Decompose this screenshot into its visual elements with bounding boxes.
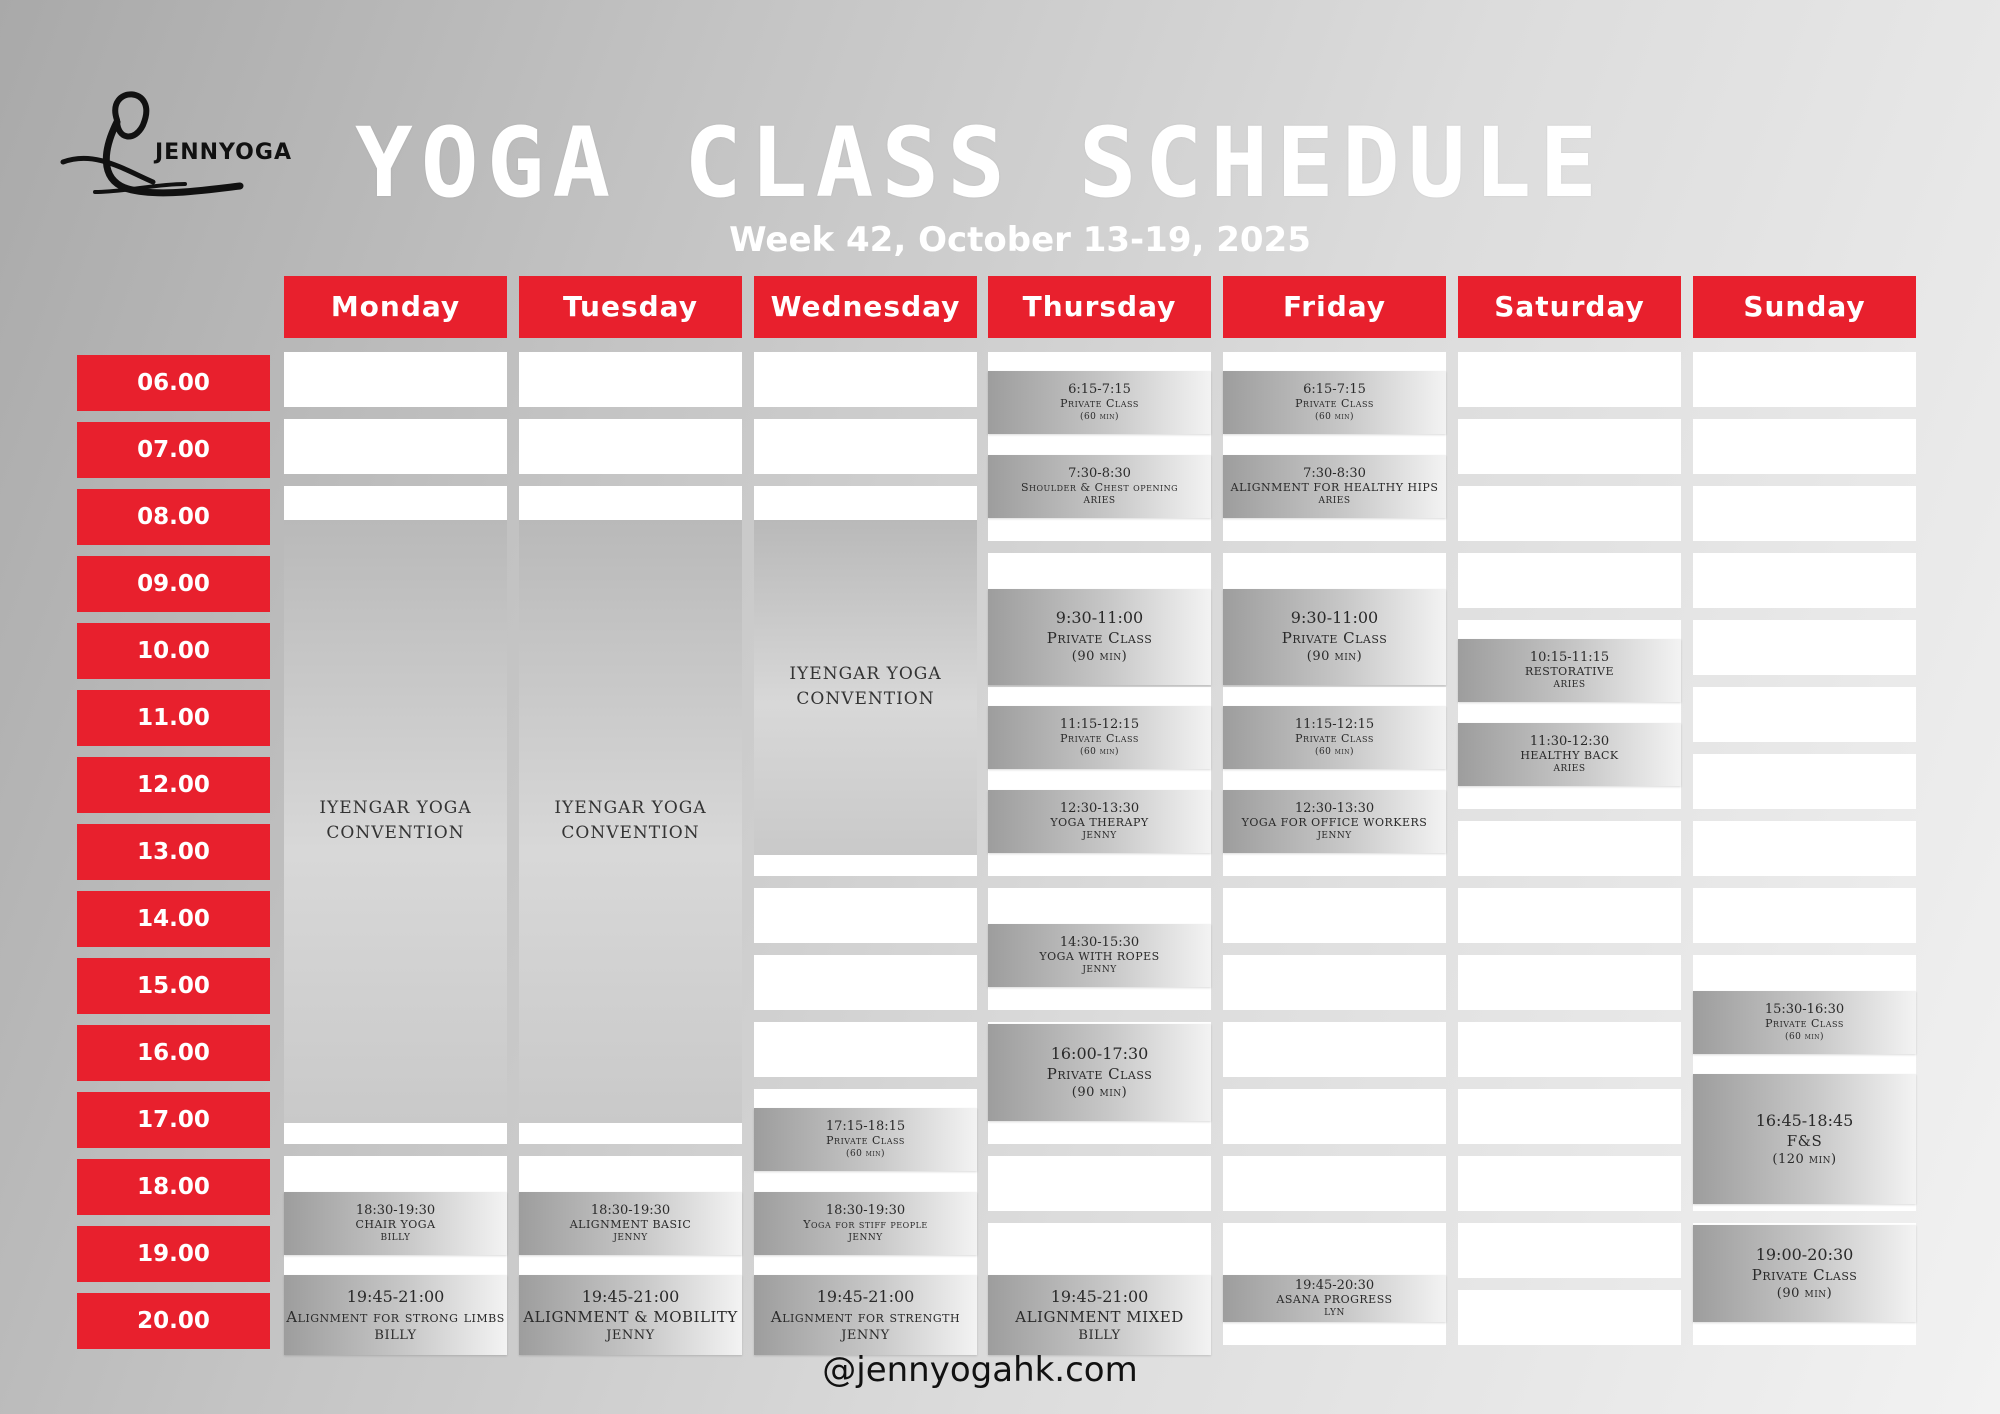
class-block[interactable] <box>1223 790 1446 853</box>
time-slot-cell <box>1458 1022 1681 1077</box>
time-slot-cell <box>284 419 507 474</box>
time-slot-cell <box>1458 1089 1681 1144</box>
class-name: ALIGNMENT BASIC <box>569 1217 692 1231</box>
convention-line2: CONVENTION <box>796 689 935 709</box>
hour-label: 10.00 <box>77 623 270 679</box>
hour-label: 20.00 <box>77 1293 270 1349</box>
time-slot-cell <box>1693 419 1916 474</box>
hour-label: 14.00 <box>77 891 270 947</box>
hour-label: 16.00 <box>77 1025 270 1081</box>
class-block[interactable] <box>988 1275 1211 1355</box>
class-block[interactable] <box>1693 991 1916 1054</box>
jennyoga-logo <box>55 80 295 200</box>
class-block[interactable] <box>988 706 1211 769</box>
class-name: YOGA WITH ROPES <box>1039 949 1160 963</box>
time-slot-cell <box>519 352 742 407</box>
class-block[interactable] <box>1693 1074 1916 1204</box>
time-slot-cell <box>1223 955 1446 1010</box>
class-detail: (90 min) <box>1071 649 1128 665</box>
day-header-tuesday: Tuesday <box>519 276 742 338</box>
class-time: 7:30-8:30 <box>1068 465 1131 481</box>
time-slot-cell <box>1693 888 1916 943</box>
class-detail: JENNY <box>606 1327 655 1343</box>
time-slot-cell <box>1458 888 1681 943</box>
hour-label: 09.00 <box>77 556 270 612</box>
time-slot-cell <box>1458 553 1681 608</box>
hour-label: 08.00 <box>77 489 270 545</box>
class-time: 19:45-21:00 <box>816 1286 915 1306</box>
class-time: 15:30-16:30 <box>1764 1001 1845 1017</box>
time-slot-cell <box>1693 553 1916 608</box>
class-detail: (60 min) <box>1314 411 1355 422</box>
class-block[interactable] <box>1693 1225 1916 1322</box>
class-name: Private Class <box>826 1133 905 1147</box>
class-time: 19:45-20:30 <box>1294 1277 1375 1293</box>
day-column-thursday <box>988 352 1211 1343</box>
class-block[interactable] <box>519 1275 742 1355</box>
time-slot-cell <box>1693 754 1916 809</box>
convention-line2: CONVENTION <box>561 823 700 843</box>
class-detail: JENNY <box>1082 830 1117 841</box>
convention-line1: IYENGAR YOGA <box>554 798 707 818</box>
class-block[interactable] <box>754 1108 977 1171</box>
class-time: 19:45-21:00 <box>1050 1286 1149 1306</box>
class-time: 17:15-18:15 <box>825 1118 906 1134</box>
class-detail: BILLY <box>380 1232 411 1243</box>
time-slot-cell <box>1458 486 1681 541</box>
class-time: 7:30-8:30 <box>1303 465 1366 481</box>
class-time: 11:15-12:15 <box>1294 716 1375 732</box>
class-name: Shoulder & Chest opening <box>1020 480 1179 494</box>
class-name: Private Class <box>1751 1265 1858 1284</box>
class-detail: (90 min) <box>1306 649 1363 665</box>
time-slot-cell <box>754 352 977 407</box>
day-header-saturday: Saturday <box>1458 276 1681 338</box>
convention-block[interactable] <box>519 520 742 1123</box>
time-slot-cell <box>1223 1223 1446 1278</box>
class-detail: ARIES <box>1318 495 1351 506</box>
day-header-thursday: Thursday <box>988 276 1211 338</box>
class-time: 9:30-11:00 <box>1055 608 1144 628</box>
time-slot-cell <box>754 888 977 943</box>
class-block[interactable] <box>1223 371 1446 434</box>
hour-label: 19.00 <box>77 1226 270 1282</box>
class-name: F&S <box>1786 1131 1823 1150</box>
class-time: 10:15-11:15 <box>1529 649 1610 665</box>
class-name: Alignment for strong limbs <box>286 1307 505 1326</box>
class-time: 18:30-19:30 <box>825 1202 906 1218</box>
time-slot-cell <box>1223 888 1446 943</box>
class-detail: JENNY <box>1082 964 1117 975</box>
class-name: YOGA FOR OFFICE WORKERS <box>1241 815 1428 829</box>
class-block[interactable] <box>988 371 1211 434</box>
hour-label: 12.00 <box>77 757 270 813</box>
hour-label: 06.00 <box>77 355 270 411</box>
convention-line1: IYENGAR YOGA <box>789 664 942 684</box>
time-slot-cell <box>1693 620 1916 675</box>
day-column-sunday <box>1693 352 1916 1340</box>
time-slot-cell <box>754 419 977 474</box>
class-name: Yoga for stiff people <box>803 1217 928 1231</box>
class-block[interactable] <box>754 1192 977 1255</box>
class-detail: (60 min) <box>1314 746 1355 757</box>
hour-label: 13.00 <box>77 824 270 880</box>
class-detail: JENNY <box>841 1327 890 1343</box>
day-header-friday: Friday <box>1223 276 1446 338</box>
class-detail: (60 min) <box>845 1148 886 1159</box>
class-name: ASANA PROGRESS <box>1276 1292 1393 1306</box>
class-time: 9:30-11:00 <box>1290 608 1379 628</box>
class-time: 18:30-19:30 <box>590 1202 671 1218</box>
class-detail: (90 min) <box>1071 1084 1128 1100</box>
class-name: YOGA THERAPY <box>1050 815 1149 829</box>
class-name: Private Class <box>1046 1064 1153 1083</box>
class-block[interactable] <box>284 1192 507 1255</box>
class-time: 19:45-21:00 <box>346 1286 445 1306</box>
class-block[interactable] <box>519 1192 742 1255</box>
class-detail: LYN <box>1324 1307 1345 1318</box>
time-slot-cell <box>1458 821 1681 876</box>
convention-block[interactable] <box>284 520 507 1123</box>
time-slot-cell <box>1223 1156 1446 1211</box>
time-slot-cell <box>1458 1290 1681 1345</box>
class-detail: ARIES <box>1553 679 1586 690</box>
class-detail: BILLY <box>1078 1327 1121 1343</box>
week-subtitle: Week 42, October 13-19, 2025 <box>729 220 1311 260</box>
class-name: Private Class <box>1295 396 1374 410</box>
class-block[interactable] <box>988 1024 1211 1121</box>
class-name: Private Class <box>1046 629 1153 648</box>
class-name: Private Class <box>1060 731 1139 745</box>
class-detail: (120 min) <box>1772 1151 1837 1167</box>
time-slot-cell <box>1458 1156 1681 1211</box>
hour-label: 18.00 <box>77 1159 270 1215</box>
convention-line1: IYENGAR YOGA <box>319 798 472 818</box>
class-block[interactable] <box>1223 455 1446 518</box>
class-block[interactable] <box>754 1275 977 1355</box>
class-name: ALIGNMENT MIXED <box>1015 1307 1184 1326</box>
class-time: 6:15-7:15 <box>1068 381 1131 397</box>
time-slot-cell <box>754 1022 977 1077</box>
class-block[interactable] <box>988 924 1211 987</box>
class-time: 16:45-18:45 <box>1755 1110 1854 1130</box>
class-time: 19:00-20:30 <box>1755 1244 1854 1264</box>
time-slot-cell <box>519 419 742 474</box>
class-detail: JENNY <box>1317 830 1352 841</box>
time-slot-cell <box>1693 352 1916 407</box>
class-name: Private Class <box>1295 731 1374 745</box>
time-slot-cell <box>1223 1089 1446 1144</box>
class-detail: (60 min) <box>1079 746 1120 757</box>
class-name: ALIGNMENT FOR HEALTHY HIPS <box>1230 480 1439 494</box>
time-slot-cell <box>1693 821 1916 876</box>
time-slot-cell <box>1223 1022 1446 1077</box>
class-block[interactable] <box>284 1275 507 1355</box>
class-name: Private Class <box>1765 1016 1844 1030</box>
class-detail: JENNY <box>848 1232 883 1243</box>
time-slot-cell <box>1458 955 1681 1010</box>
page-title: YOGA CLASS SCHEDULE <box>355 107 1606 219</box>
time-slot-cell <box>284 352 507 407</box>
class-name: ALIGNMENT & MOBILITY <box>523 1307 738 1326</box>
class-detail: (60 min) <box>1784 1031 1825 1042</box>
logo-text: JENNYOGA <box>155 140 292 165</box>
class-time: 6:15-7:15 <box>1303 381 1366 397</box>
class-name: RESTORATIVE <box>1525 664 1614 678</box>
time-slot-cell <box>1458 1223 1681 1278</box>
class-time: 12:30-13:30 <box>1294 800 1375 816</box>
class-name: CHAIR YOGA <box>355 1217 436 1231</box>
class-time: 14:30-15:30 <box>1059 934 1140 950</box>
time-slot-cell <box>1693 687 1916 742</box>
class-time: 18:30-19:30 <box>355 1202 436 1218</box>
day-column-saturday <box>1458 352 1681 1340</box>
time-slot-cell <box>1693 486 1916 541</box>
time-slot-cell <box>754 955 977 1010</box>
hour-label: 15.00 <box>77 958 270 1014</box>
class-name: Private Class <box>1060 396 1139 410</box>
time-slot-cell <box>988 1223 1211 1278</box>
class-block[interactable] <box>1458 639 1681 702</box>
class-name: Private Class <box>1281 629 1388 648</box>
time-slot-cell <box>1458 352 1681 407</box>
class-detail: BILLY <box>374 1327 417 1343</box>
footer-website[interactable]: @jennyogahk.com <box>822 1350 1138 1390</box>
class-block[interactable] <box>1223 1275 1446 1321</box>
class-detail: ARIES <box>1083 495 1116 506</box>
class-time: 11:30-12:30 <box>1529 733 1610 749</box>
class-detail: JENNY <box>613 1232 648 1243</box>
class-block[interactable] <box>1223 706 1446 769</box>
class-time: 16:00-17:30 <box>1050 1043 1149 1063</box>
hour-label: 11.00 <box>77 690 270 746</box>
day-header-wednesday: Wednesday <box>754 276 977 338</box>
day-header-monday: Monday <box>284 276 507 338</box>
time-slot-cell <box>1458 419 1681 474</box>
class-name: Alignment for strength <box>770 1307 961 1326</box>
day-column-monday <box>284 352 507 1343</box>
class-block[interactable] <box>1223 589 1446 686</box>
hour-label: 17.00 <box>77 1092 270 1148</box>
time-slot-cell <box>988 1156 1211 1211</box>
class-time: 11:15-12:15 <box>1059 716 1140 732</box>
class-detail: ARIES <box>1553 763 1586 774</box>
day-column-friday <box>1223 352 1446 1340</box>
class-block[interactable] <box>988 790 1211 853</box>
class-detail: (90 min) <box>1776 1285 1833 1301</box>
convention-line2: CONVENTION <box>326 823 465 843</box>
class-block[interactable] <box>988 589 1211 686</box>
day-header-sunday: Sunday <box>1693 276 1916 338</box>
class-name: HEALTHY BACK <box>1520 748 1619 762</box>
convention-block[interactable] <box>754 520 977 855</box>
class-block[interactable] <box>988 455 1211 518</box>
class-block[interactable] <box>1458 723 1681 786</box>
class-time: 12:30-13:30 <box>1059 800 1140 816</box>
day-column-tuesday <box>519 352 742 1343</box>
class-detail: (60 min) <box>1079 411 1120 422</box>
hour-label: 07.00 <box>77 422 270 478</box>
class-time: 19:45-21:00 <box>581 1286 680 1306</box>
day-column-wednesday <box>754 352 977 1343</box>
